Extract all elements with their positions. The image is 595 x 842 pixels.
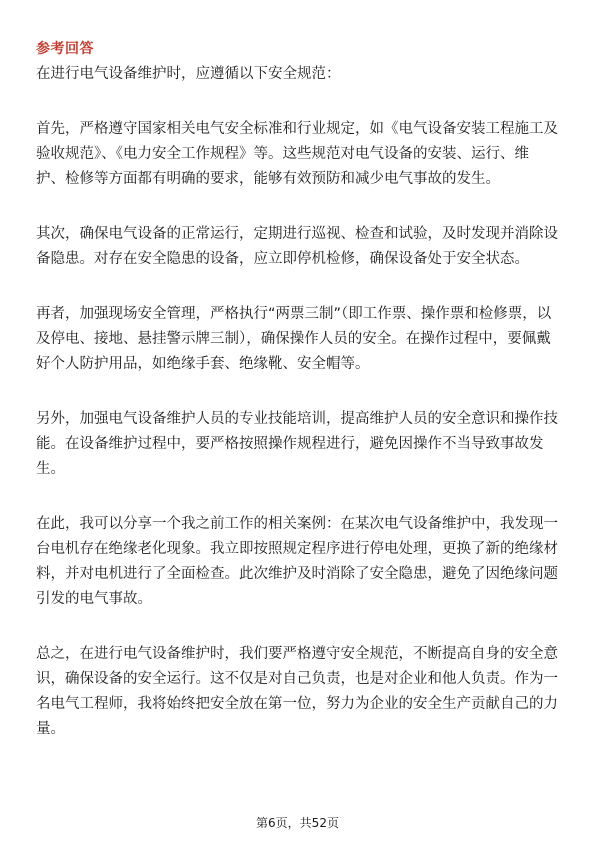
- answer-body: [36, 62, 564, 742]
- section-heading: 参考回答: [36, 41, 94, 57]
- paragraph-conclusion: 总之，在进行电气设备维护时，我们要严格遵守安全规范，不断提高自身的安全意 识，确保设备的安全运行。这不仅是对自己负责，也是对企业和他人负责。作为一 名电气工程师，我将始终把安全放在第一位，努力为企业的安全生产贡献自己的力 量。: [36, 646, 558, 737]
- paragraph-intro: 在进行电气设备维护时，应遵循以下安全规范：: [36, 66, 341, 82]
- paragraph-case: 在此，我可以分享一个我之前工作的相关案例：在某次电气设备维护中，我发现一 台电机存在绝缘老化现象。我立即按照规定程序进行停电处理，更换了新的绝缘材 料，并对电机进行了全面检查。此次维护及时消除了安全隐患，避免了因绝缘问题 引发的电气事故。: [36, 516, 558, 607]
- page-number: 第6页，共52页: [256, 816, 339, 830]
- paragraph-fourth: 另外，加强电气设备维护人员的专业技能培训，提高维护人员的安全意识和操作技 能。在设备维护过程中，要严格按照操作规程进行，避免因操作不当导致事故发 生。: [36, 411, 558, 477]
- paragraph-first: 首先，严格遵守国家相关电气安全标准和行业规定，如《电气设备安装工程施工及 验收规范》、《电力安全工作规程》等。这些规范对电气设备的安装、运行、维 护、检修等方面都有明确的要求，能够有效预防和减少电气事故的发生。: [36, 121, 558, 187]
- paragraph-second: 其次，确保电气设备的正常运行，定期进行巡视、检查和试验，及时发现并消除设 备隐患。对存在安全隐患的设备，应立即停机检修，确保设备处于安全状态。: [36, 226, 558, 267]
- paragraph-third: 再者，加强现场安全管理，严格执行“两票三制”（即工作票、操作票和检修票，以 及停电、接地、悬挂警示牌三制），确保操作人员的安全。在操作过程中，要佩戴 好个人防护用品，如绝缘手套、绝缘靴、安全帽等。: [36, 306, 552, 372]
